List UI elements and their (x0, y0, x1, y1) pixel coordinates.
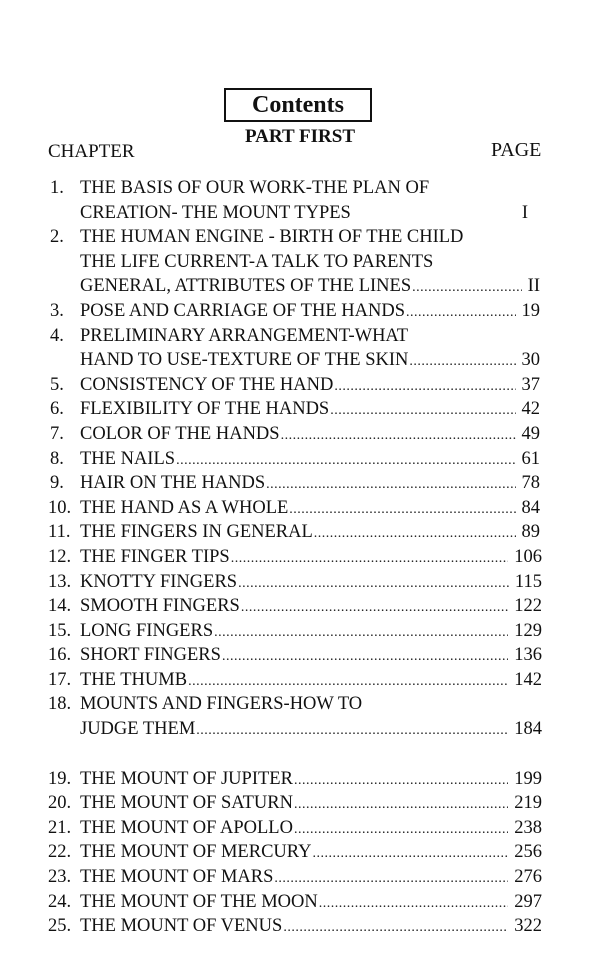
toc-line (0, 471, 600, 496)
toc-entry (0, 643, 600, 668)
toc-list (0, 176, 600, 939)
chapter-number: 16. (48, 645, 72, 666)
dot-leader (214, 621, 508, 646)
dot-leader (406, 301, 516, 326)
dot-leader (281, 424, 516, 449)
chapter-title-with-leader (80, 201, 528, 228)
dot-leader (241, 596, 508, 621)
page-number: 199 (514, 768, 542, 789)
toc-entry (0, 668, 600, 693)
dot-leader (274, 867, 508, 892)
chapter-title: THE MOUNT OF APOLLO (80, 817, 293, 838)
page-number: 142 (514, 669, 542, 690)
chapter-title: THE MOUNT OF THE MOON (80, 891, 318, 912)
toc-entry (0, 496, 600, 521)
toc-entry (0, 767, 600, 792)
toc-entry (0, 299, 600, 324)
chapter-title: JUDGE THEM (80, 719, 196, 740)
chapter-title: MOUNTS AND FINGERS-HOW TO (80, 694, 363, 715)
toc-entry (0, 545, 600, 570)
chapter-number: 17. (48, 669, 72, 690)
page-number: 219 (514, 793, 542, 814)
chapter-title-with-leader (80, 816, 542, 843)
chapter-number: 22. (48, 842, 72, 863)
page-number: 322 (514, 916, 542, 937)
chapter-title: THE MOUNT OF MERCURY (80, 842, 312, 863)
chapter-title: THE FINGER TIPS (80, 546, 230, 567)
toc-entry (0, 570, 600, 595)
toc-entry (0, 225, 600, 299)
chapter-title: HAIR ON THE HANDS (80, 473, 266, 494)
toc-line (0, 816, 600, 841)
dot-leader (319, 892, 508, 917)
toc-entry (0, 816, 600, 841)
page-number: 115 (514, 571, 542, 592)
chapter-number: 15. (48, 620, 72, 641)
page-number: 238 (514, 817, 542, 838)
chapter-title-with-leader (80, 890, 542, 917)
chapter-title-with-leader (80, 447, 540, 474)
page-number: 89 (521, 522, 540, 543)
dot-leader (334, 375, 515, 400)
toc-line (0, 545, 600, 570)
toc-line (0, 643, 600, 668)
chapter-title-with-leader (80, 520, 540, 547)
chapter-number: 9. (50, 473, 64, 494)
toc-line (0, 619, 600, 644)
chapter-title-with-leader (80, 668, 542, 695)
chapter-title-with-leader (80, 373, 540, 400)
chapter-title: THE FINGERS IN GENERAL (80, 522, 313, 543)
chapter-title: COLOR OF THE HANDS (80, 423, 280, 444)
page-number: 297 (514, 891, 542, 912)
chapter-title: KNOTTY FINGERS (80, 571, 238, 592)
contents-title: Contents (224, 88, 372, 122)
toc-entry (0, 520, 600, 545)
chapter-title-with-leader (80, 299, 540, 326)
toc-line (0, 373, 600, 398)
chapter-title-with-leader (80, 570, 542, 597)
toc-line (0, 176, 600, 201)
page-number: 19 (521, 300, 540, 321)
chapter-number: 8. (50, 448, 64, 469)
toc-entry (0, 791, 600, 816)
chapter-number: 19. (48, 768, 72, 789)
page-number: 256 (514, 842, 542, 863)
page-number: 129 (514, 620, 542, 641)
chapter-title: THE MOUNT OF VENUS (80, 916, 283, 937)
chapter-number: 10. (48, 497, 72, 518)
dot-leader (294, 818, 508, 843)
chapter-number: 12. (48, 546, 72, 567)
chapter-title-with-leader (80, 767, 542, 794)
toc-line (0, 890, 600, 915)
dot-leader (176, 449, 515, 474)
page-number: 106 (514, 546, 542, 567)
chapter-title: THE NAILS (80, 448, 176, 469)
toc-line (0, 496, 600, 521)
page-number: II (527, 276, 540, 297)
dot-leader (238, 572, 509, 597)
toc-line (0, 348, 600, 373)
chapter-title-with-leader (80, 496, 540, 523)
dot-leader (412, 276, 522, 301)
chapter-title-with-leader (80, 422, 540, 449)
chapter-title-with-leader (80, 840, 542, 867)
chapter-title-with-leader (80, 274, 540, 301)
toc-entry (0, 865, 600, 890)
dot-leader (289, 498, 515, 523)
page-number: 37 (521, 374, 540, 395)
chapter-title: THE HAND AS A WHOLE (80, 497, 289, 518)
page-number: 184 (514, 719, 542, 740)
toc-entry (0, 692, 600, 741)
chapter-title: THE MOUNT OF JUPITER (80, 768, 293, 789)
toc-line (0, 225, 600, 250)
toc-entry (0, 397, 600, 422)
toc-line (0, 570, 600, 595)
chapter-title-with-leader (80, 397, 540, 424)
chapter-number: 3. (50, 300, 64, 321)
toc-line (0, 840, 600, 865)
chapter-number: 1. (50, 178, 64, 198)
chapter-title: SMOOTH FINGERS (80, 596, 240, 617)
chapter-title: POSE AND CARRIAGE OF THE HANDS (80, 300, 405, 321)
chapter-title-with-leader (80, 643, 542, 670)
chapter-title-with-leader (80, 865, 542, 892)
chapter-title: THE MOUNT OF MARS (80, 867, 274, 888)
toc-entry (0, 176, 600, 225)
dot-leader (294, 769, 508, 794)
chapter-title: CONSISTENCY OF THE HAND (80, 374, 334, 395)
toc-line (0, 520, 600, 545)
chapter-title-with-leader (80, 619, 542, 646)
dot-leader (330, 399, 515, 424)
toc-line (0, 397, 600, 422)
toc-line (0, 692, 600, 717)
chapter-number: 4. (50, 325, 64, 346)
page-number: 84 (521, 497, 540, 518)
chapter-number: 24. (48, 891, 72, 912)
toc-line (0, 767, 600, 792)
page-number: 136 (514, 645, 542, 666)
toc-line (0, 791, 600, 816)
chapter-number: 21. (48, 817, 72, 838)
page-number: 42 (521, 399, 540, 420)
toc-line (0, 250, 600, 275)
dot-leader (188, 670, 508, 695)
chapter-number: 20. (48, 793, 72, 814)
toc-line (0, 201, 600, 226)
toc-entry (0, 373, 600, 398)
chapter-title-with-leader (80, 545, 542, 572)
page-number: 122 (514, 596, 542, 617)
dot-leader (312, 842, 508, 867)
toc-line (0, 668, 600, 693)
chapter-title: PRELIMINARY ARRANGEMENT-WHAT (80, 325, 409, 346)
chapter-title: THE MOUNT OF SATURN (80, 793, 293, 814)
chapter-title: HAND TO USE-TEXTURE OF THE SKIN (80, 350, 409, 371)
toc-line (0, 865, 600, 890)
chapter-number: 25. (48, 916, 72, 937)
toc-line (0, 324, 600, 349)
page-number: 30 (521, 350, 540, 371)
chapter-number: 18. (48, 694, 72, 715)
dot-leader (314, 522, 516, 547)
chapter-title-with-leader (80, 717, 542, 744)
chapter-column-header: CHAPTER (48, 141, 135, 162)
toc-line (0, 717, 600, 742)
chapter-title-with-leader (80, 914, 542, 941)
toc-entry (0, 840, 600, 865)
toc-line (0, 447, 600, 472)
chapter-number: 11. (48, 522, 71, 543)
page-number: 61 (521, 448, 540, 469)
chapter-number: 6. (50, 399, 64, 420)
page-number: 78 (521, 473, 540, 494)
chapter-title: LONG FINGERS (80, 620, 214, 641)
toc-line (0, 594, 600, 619)
dot-leader (409, 350, 515, 375)
chapter-title-with-leader (80, 791, 542, 818)
chapter-title: THE HUMAN ENGINE - BIRTH OF THE CHILD (80, 227, 464, 248)
chapter-title: THE BASIS OF OUR WORK-THE PLAN OF (80, 178, 430, 198)
chapter-title-with-leader (80, 594, 542, 621)
toc-line (0, 299, 600, 324)
chapter-title: GENERAL, ATTRIBUTES OF THE LINES (80, 276, 412, 297)
toc-entry (0, 422, 600, 447)
page-number: I (521, 202, 528, 223)
toc-entry (0, 594, 600, 619)
chapter-number: 13. (48, 571, 72, 592)
page-number: 276 (514, 867, 542, 888)
chapter-number: 2. (50, 227, 64, 248)
dot-leader (196, 719, 508, 744)
chapter-title: THE THUMB (80, 669, 188, 690)
part-heading: PART FIRST (244, 126, 355, 147)
chapter-title: SHORT FINGERS (80, 645, 221, 666)
toc-line (0, 274, 600, 299)
chapter-number: 23. (48, 867, 72, 888)
chapter-number: 5. (50, 374, 64, 395)
chapter-number: 14. (48, 596, 72, 617)
chapter-number: 7. (50, 423, 64, 444)
toc-entry (0, 890, 600, 915)
dot-leader (294, 793, 508, 818)
dot-leader (222, 645, 508, 670)
toc-line (0, 914, 600, 939)
dot-leader (266, 473, 515, 498)
dot-leader (231, 547, 509, 572)
chapter-title-with-leader (80, 348, 540, 375)
page-column-header: PAGE (491, 139, 542, 161)
page-number: 49 (521, 423, 540, 444)
toc-line (0, 422, 600, 447)
toc-entry (0, 619, 600, 644)
chapter-title: FLEXIBILITY OF THE HANDS (80, 399, 330, 420)
chapter-title-with-leader (80, 471, 540, 498)
toc-entry (0, 471, 600, 496)
toc-entry (0, 447, 600, 472)
section-spacer (0, 742, 600, 767)
toc-entry (0, 324, 600, 373)
chapter-title: THE LIFE CURRENT-A TALK TO PARENTS (80, 251, 434, 272)
dot-leader (283, 916, 508, 941)
toc-entry (0, 914, 600, 939)
chapter-title: CREATION- THE MOUNT TYPES (80, 202, 351, 223)
